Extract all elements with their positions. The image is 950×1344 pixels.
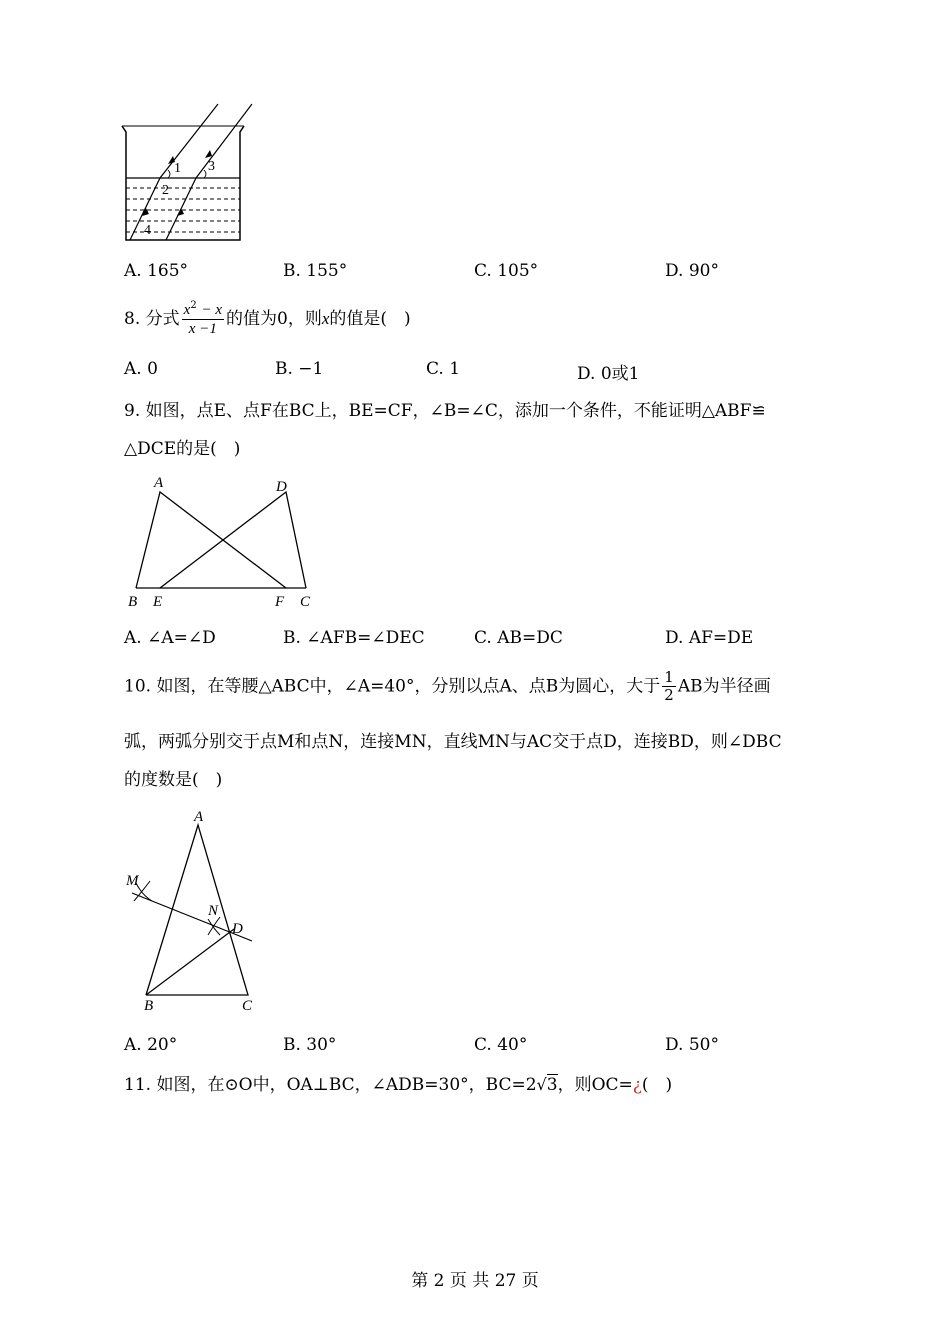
q7-option-b: B. 155° xyxy=(283,261,348,281)
q8-option-d: D. 0或1 xyxy=(577,364,640,384)
q8-option-b: B. −1 xyxy=(275,359,324,379)
q8-option-a: A. 0 xyxy=(124,359,158,379)
q10-label-d: D xyxy=(232,921,243,937)
q9-label-c: C xyxy=(300,594,311,610)
q9-option-d: D. AF=DE xyxy=(665,628,754,648)
q11-red-char: ¿ xyxy=(632,1075,642,1095)
q10-question-line1: 10. 如图，在等腰△ABC中，∠A=40°，分别以点A、点B为圆心，大于 $\frac{1}{2}$ AB为半径画 xyxy=(124,668,771,705)
q9-label-a: A xyxy=(154,475,164,491)
q9-option-a: A. ∠A=∠D xyxy=(124,628,216,648)
q9-option-c: C. AB=DC xyxy=(474,628,563,648)
q10-option-b: B. 30° xyxy=(283,1035,337,1055)
q10-label-c: C xyxy=(242,998,253,1014)
q8-question: 8. 分式 $\frac{x^2 - x}{x -1}$ 的值为0，则x的值是( ) xyxy=(124,300,411,338)
q8-option-c: C. 1 xyxy=(426,359,461,379)
q7-angle-3: 3 xyxy=(208,159,215,174)
q9-label-b: B xyxy=(128,594,138,610)
q7-angle-1: 1 xyxy=(174,161,181,176)
q9-question-line2: △DCE的是( ) xyxy=(124,439,241,459)
q10-triangle-figure xyxy=(120,805,270,1015)
q10-option-a: A. 20° xyxy=(124,1035,178,1055)
q9-question-line1: 9. 如图，点E、点F在BC上，BE=CF，∠B=∠C，添加一个条件，不能证明△ABF≌ xyxy=(124,401,766,421)
q7-option-d: D. 90° xyxy=(665,261,719,281)
q10-question-line2: 弧，两弧分别交于点M和点N，连接MN，直线MN与AC交于点D，连接BD，则∠DBC xyxy=(124,732,782,752)
q10-label-b: B xyxy=(144,998,154,1014)
q10-label-a: A xyxy=(194,809,204,825)
q9-triangle-figure xyxy=(120,470,320,615)
q7-angle-4: 4 xyxy=(144,223,151,238)
q7-angle-2: 2 xyxy=(162,183,169,198)
q10-option-c: C. 40° xyxy=(474,1035,528,1055)
q11-question: 11. 如图，在⊙O中，OA⊥BC，∠ADB=30°，BC=2√3，则OC=¿( ) xyxy=(124,1075,673,1095)
q7-option-c: C. 105° xyxy=(474,261,539,281)
q7-option-a: A. 165° xyxy=(124,261,189,281)
page-footer: 第 2 页 共 27 页 xyxy=(411,1271,539,1291)
q10-label-m: M xyxy=(126,873,139,889)
q7-beaker-figure xyxy=(118,98,258,248)
q9-option-b: B. ∠AFB=∠DEC xyxy=(283,628,425,648)
q10-label-n: N xyxy=(208,903,219,919)
q9-label-f: F xyxy=(275,594,285,610)
q9-label-e: E xyxy=(153,594,163,610)
q9-label-d: D xyxy=(276,479,287,495)
q10-question-line3: 的度数是( ) xyxy=(124,770,223,790)
q10-option-d: D. 50° xyxy=(665,1035,719,1055)
